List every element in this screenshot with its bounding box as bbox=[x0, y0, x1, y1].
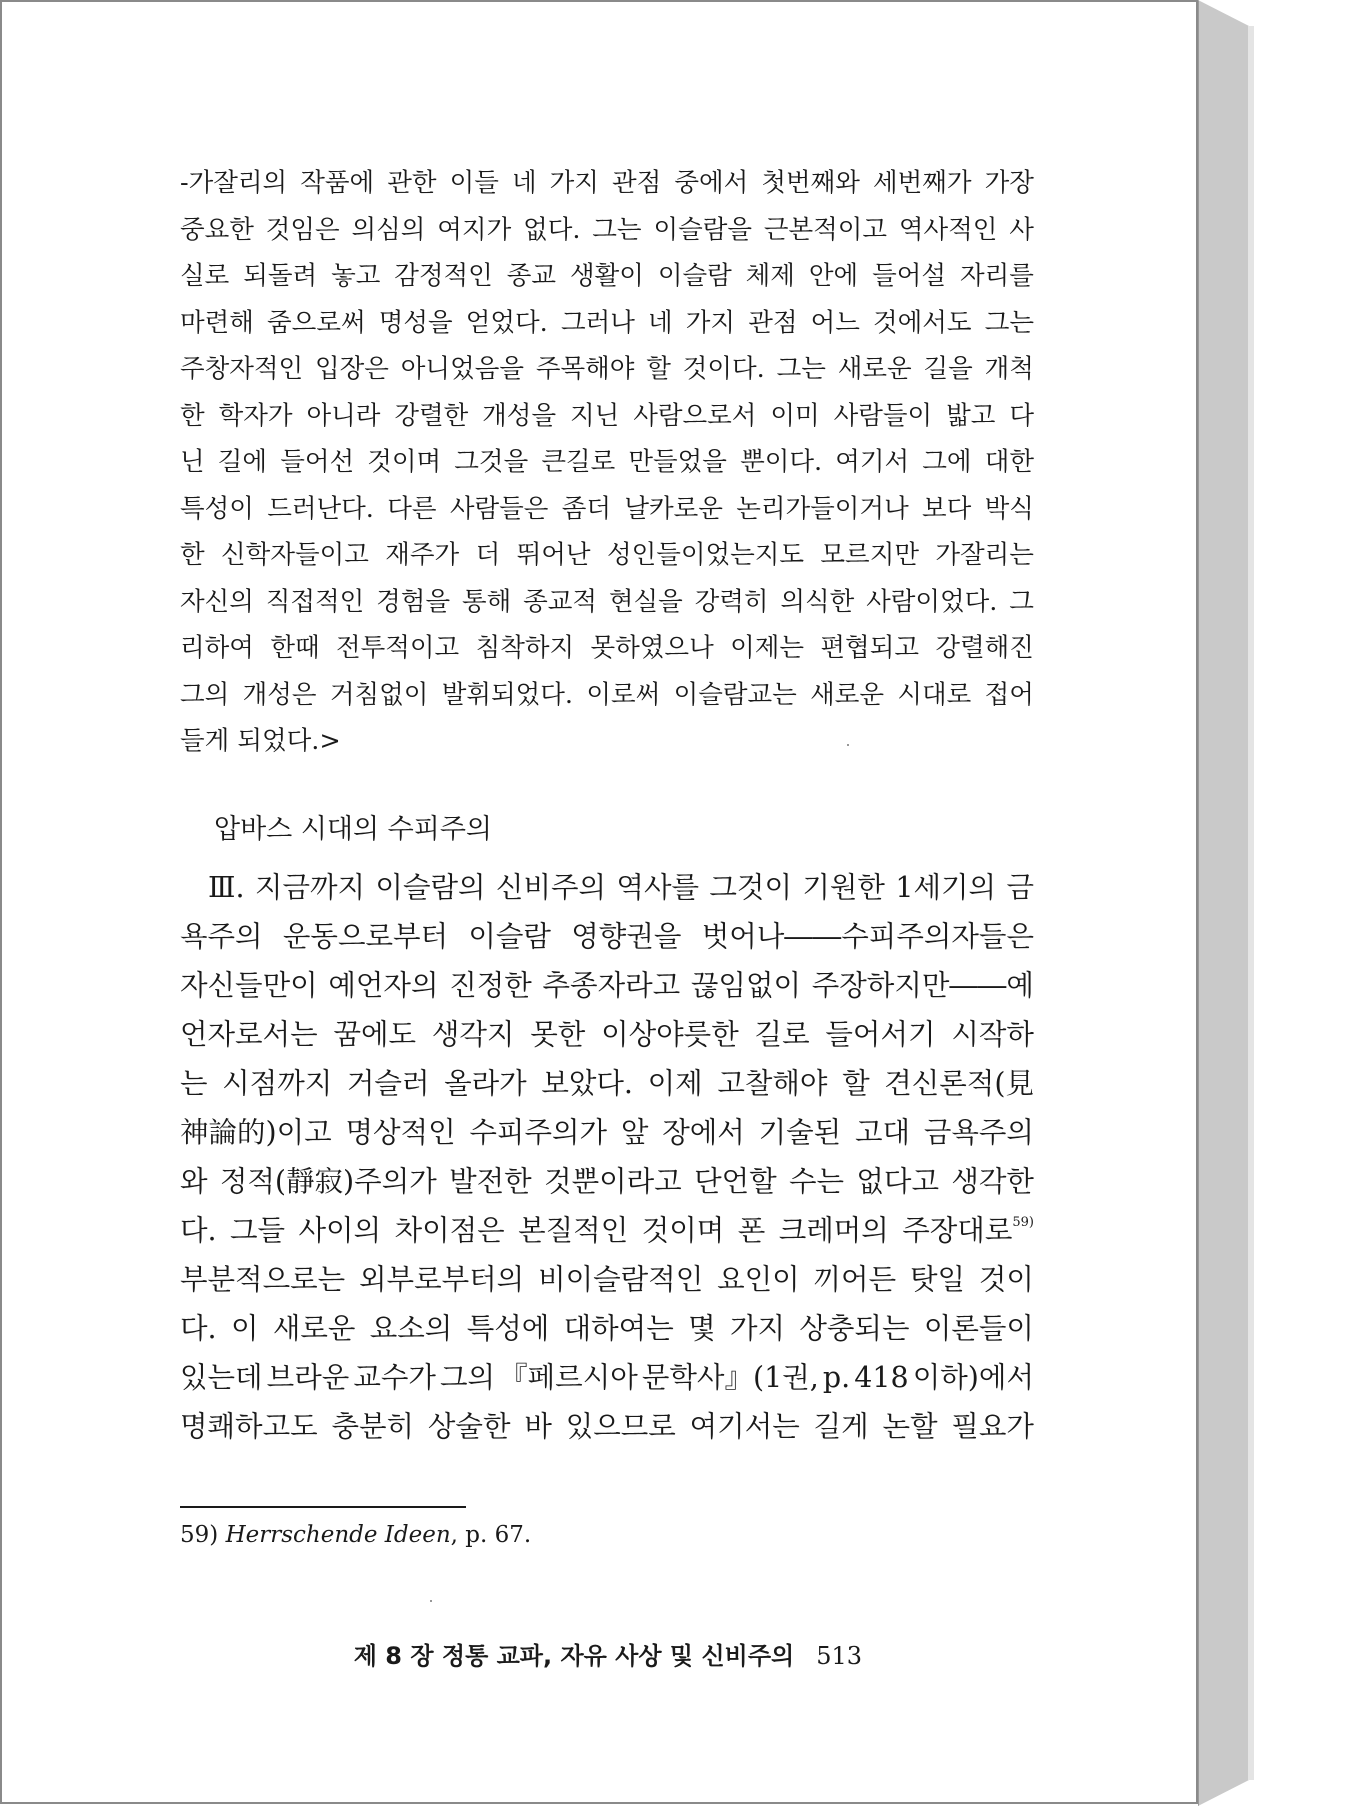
word: 이미 bbox=[770, 400, 820, 431]
section-heading: 압바스 시대의 수피주의 bbox=[214, 814, 492, 845]
word: 브라운 bbox=[266, 1361, 350, 1394]
word: 아니었음을 bbox=[400, 354, 524, 384]
word: 가잘리는 bbox=[935, 540, 1034, 570]
word: 관점 bbox=[612, 168, 662, 198]
word: 단언할 bbox=[694, 1165, 777, 1198]
word: 있으므로 bbox=[565, 1410, 676, 1443]
word: 현실을 bbox=[608, 586, 683, 617]
word: -가잘리의 bbox=[180, 168, 288, 198]
word: 체제 bbox=[745, 261, 795, 291]
word: 할 bbox=[842, 1067, 870, 1100]
word: 첫번째와 bbox=[761, 168, 860, 198]
text-line bbox=[180, 346, 1034, 393]
text-line bbox=[180, 1255, 1034, 1304]
word: 금욕주의 bbox=[923, 1116, 1034, 1149]
word: 비이슬람적인 bbox=[538, 1263, 704, 1296]
word: 개척 bbox=[984, 354, 1034, 384]
word: 것뿐이라고 bbox=[544, 1165, 682, 1198]
word: 자신들만이 bbox=[180, 969, 318, 1002]
text-line bbox=[180, 1059, 1034, 1108]
word: 통해 bbox=[461, 586, 512, 617]
text-line bbox=[180, 672, 1034, 719]
word: 모르지만 bbox=[820, 540, 919, 570]
word: 한 bbox=[180, 540, 205, 570]
word: 들어설 bbox=[872, 261, 947, 291]
text-line bbox=[180, 439, 1034, 486]
word: 지금까지 bbox=[254, 871, 366, 904]
page-number: 513 bbox=[816, 1642, 862, 1670]
text-line bbox=[180, 1353, 1034, 1402]
word: 이제는 bbox=[730, 633, 805, 663]
page-shadow bbox=[1248, 26, 1254, 1780]
footnote-title: Herrschende Ideen bbox=[225, 1522, 451, 1548]
word: 더 bbox=[475, 540, 501, 570]
word: 사 bbox=[1009, 214, 1034, 245]
word: 학자가 bbox=[218, 400, 293, 431]
word: 강렬해진 bbox=[935, 633, 1034, 663]
word: 지닌 bbox=[570, 400, 620, 431]
word: 근본적이고 bbox=[763, 214, 888, 245]
text-line bbox=[180, 1402, 1034, 1451]
word: 신비주의 bbox=[495, 871, 607, 904]
word: 박식 bbox=[984, 493, 1034, 524]
word: 시점까지 bbox=[222, 1067, 333, 1100]
word: 문학사』(1권, bbox=[641, 1361, 819, 1394]
word: 한 bbox=[180, 400, 205, 431]
word: 세번째가 bbox=[872, 168, 972, 198]
word: 그것을 bbox=[454, 447, 529, 477]
word: 이상야릇한 bbox=[601, 1018, 739, 1051]
word: 탓일 bbox=[909, 1263, 966, 1296]
word: 자리를 bbox=[959, 261, 1034, 291]
word: 이슬람교는 bbox=[673, 679, 797, 710]
text-line bbox=[180, 961, 1034, 1010]
word: 이로써 bbox=[586, 679, 661, 710]
word: 벗어나――수피주의자들은 bbox=[701, 920, 1034, 953]
footnote-reference: 59) bbox=[1012, 1215, 1034, 1230]
text-line bbox=[180, 625, 1034, 672]
word: 금 bbox=[1006, 871, 1034, 904]
word: 정적(靜寂)주의가 bbox=[219, 1165, 437, 1198]
word: 거침없이 bbox=[329, 679, 429, 710]
word: 안에 bbox=[808, 261, 859, 291]
word: 그는 bbox=[592, 214, 642, 245]
word: 이슬람 bbox=[657, 261, 732, 291]
word: 의식한 bbox=[780, 586, 855, 617]
word: 와 bbox=[180, 1165, 208, 1198]
word: 종교적 bbox=[523, 586, 597, 617]
word: p. bbox=[822, 1361, 851, 1394]
word: 앞 bbox=[620, 1116, 649, 1149]
word: 다른 bbox=[387, 493, 437, 524]
word: 명성을 bbox=[378, 307, 453, 338]
word: 것에서도 bbox=[873, 307, 972, 338]
word: 보다 bbox=[922, 493, 972, 524]
word: 들어선 bbox=[280, 447, 355, 477]
word: 뿐이다. bbox=[740, 447, 823, 477]
word: 경험을 bbox=[376, 586, 451, 617]
word: 드러난다. bbox=[267, 493, 374, 524]
word: 주창자적인 bbox=[180, 354, 304, 384]
word: 이제 bbox=[647, 1067, 703, 1100]
word: 사람들이 bbox=[833, 400, 933, 431]
word: 발전한 bbox=[449, 1165, 532, 1198]
word: 장에서 bbox=[662, 1116, 745, 1149]
word: 되돌려 bbox=[243, 261, 318, 291]
word: 여기서는 bbox=[689, 1410, 800, 1443]
word: 것임은 bbox=[265, 214, 340, 245]
scan-speck bbox=[430, 1600, 432, 1602]
footnote-divider bbox=[180, 1506, 466, 1508]
word: 상충되는 bbox=[799, 1312, 910, 1345]
word: 기술된 bbox=[758, 1116, 842, 1149]
word: 운동으로부터 bbox=[282, 920, 449, 953]
word: 큰길로 bbox=[541, 447, 616, 477]
word: 이 bbox=[230, 1312, 259, 1345]
footnote-page: , p. 67. bbox=[450, 1522, 532, 1548]
word: 놓고 bbox=[331, 261, 381, 291]
word: 한때 bbox=[270, 633, 320, 663]
word: 주목해야 bbox=[535, 354, 635, 384]
word: 차이점은 bbox=[394, 1214, 505, 1247]
text-line bbox=[180, 253, 1034, 300]
word: 관점 bbox=[748, 307, 798, 338]
word: 생각한 bbox=[951, 1165, 1034, 1198]
word: 고찰해야 bbox=[717, 1067, 828, 1100]
word: Ⅲ. bbox=[208, 871, 245, 904]
word: 끊임없이 bbox=[690, 969, 802, 1002]
word: 명쾌하고도 bbox=[180, 1410, 318, 1443]
text-line-with-footnote bbox=[180, 1206, 1034, 1255]
text-line bbox=[180, 160, 1034, 207]
word: 강렬한 bbox=[394, 400, 469, 431]
word: 것이며 bbox=[367, 447, 442, 477]
paragraph-section-three bbox=[180, 863, 1034, 1451]
text-line bbox=[180, 300, 1034, 347]
word: 진정한 bbox=[449, 969, 532, 1002]
word: 기원한 bbox=[802, 871, 885, 904]
word: 특성에 bbox=[466, 1312, 550, 1345]
word: 몇 bbox=[688, 1312, 716, 1345]
word: 꿈에도 bbox=[333, 1018, 417, 1051]
word: 이론들이 bbox=[923, 1312, 1034, 1345]
footnote-number: 59) bbox=[180, 1522, 219, 1548]
text-line bbox=[180, 393, 1034, 440]
word: 외부로부터의 bbox=[359, 1263, 525, 1296]
word: 사람으로서 bbox=[633, 400, 757, 431]
word: 재주가 bbox=[385, 540, 460, 570]
text-line bbox=[180, 1010, 1034, 1059]
word: 크레머의 bbox=[778, 1214, 889, 1247]
word: 신학자들이고 bbox=[221, 540, 369, 570]
text-line bbox=[180, 207, 1034, 254]
word: 전투적이고 bbox=[336, 633, 460, 663]
word: 그들 bbox=[230, 1214, 286, 1247]
word: 새로운 bbox=[810, 679, 885, 710]
word: 이슬람의 bbox=[375, 871, 486, 904]
word: 생활이 bbox=[569, 261, 644, 291]
word: 못한 bbox=[530, 1018, 586, 1051]
word: 길을 bbox=[923, 354, 973, 384]
word: 는 bbox=[180, 1067, 208, 1100]
word: 충분히 bbox=[331, 1410, 415, 1443]
word: 생각지 bbox=[431, 1018, 515, 1051]
word: 다. bbox=[180, 1312, 217, 1345]
word: 그러나 bbox=[560, 307, 635, 338]
word: 그는 bbox=[776, 354, 826, 384]
word: 것이다. bbox=[682, 354, 765, 384]
word: 날카로운 bbox=[624, 493, 723, 524]
word: 줌으로써 bbox=[267, 307, 366, 338]
word: 『페르시아 bbox=[499, 1361, 638, 1394]
scan-speck bbox=[847, 744, 849, 746]
word: 부분적으로는 bbox=[180, 1263, 346, 1296]
word: 이하)에서 bbox=[912, 1361, 1034, 1394]
text-line bbox=[180, 579, 1034, 626]
word: 것이며 bbox=[641, 1214, 725, 1247]
word: 들어서기 bbox=[825, 1018, 936, 1051]
word: 다. bbox=[180, 1214, 217, 1247]
word: 길에 bbox=[217, 447, 268, 477]
word: 이슬람을 bbox=[653, 214, 752, 245]
word: 명상적인 bbox=[345, 1116, 456, 1149]
word: 있는데 bbox=[180, 1361, 263, 1394]
word: 그것이 bbox=[709, 871, 792, 904]
word: 이들 bbox=[449, 168, 499, 198]
word: 발휘되었다. bbox=[441, 679, 574, 710]
word: 고대 bbox=[854, 1116, 911, 1149]
word: 수피주의가 bbox=[469, 1116, 608, 1149]
word: 의심의 bbox=[351, 214, 426, 245]
text-line bbox=[180, 486, 1034, 533]
word: 보았다. bbox=[541, 1067, 633, 1100]
page-edge bbox=[1198, 0, 1249, 1806]
word: 작품에 bbox=[300, 168, 375, 198]
word: 실로 bbox=[180, 261, 230, 291]
word: 끼어든 bbox=[813, 1263, 897, 1296]
word: 없다. bbox=[523, 214, 581, 245]
word: 역사를 bbox=[616, 871, 700, 904]
paragraph-continued bbox=[180, 160, 1034, 765]
word: 올라가 bbox=[444, 1067, 527, 1100]
text-line bbox=[180, 1108, 1034, 1157]
word: 대한 bbox=[984, 447, 1034, 477]
word: 개성을 bbox=[482, 400, 557, 431]
word: 예언자의 bbox=[328, 969, 439, 1002]
word: 어느 bbox=[810, 307, 860, 338]
word: 얻었다. bbox=[465, 307, 548, 338]
word: 입장은 bbox=[315, 354, 389, 384]
text-line bbox=[180, 532, 1034, 579]
word: 새로운 bbox=[837, 354, 912, 384]
text-line bbox=[180, 1304, 1034, 1353]
text-line bbox=[180, 863, 1034, 912]
running-title: 제 8 장 정통 교파, 자유 사상 및 신비주의 bbox=[353, 1642, 795, 1670]
word: 그 bbox=[1009, 586, 1034, 617]
word: 네 bbox=[647, 307, 673, 338]
word: 리하여 bbox=[180, 633, 254, 663]
word: 욕주의 bbox=[180, 920, 263, 953]
word: 바 bbox=[524, 1410, 552, 1443]
word: 종교 bbox=[506, 261, 557, 291]
text-line bbox=[180, 912, 1034, 961]
word: 특성이 bbox=[180, 493, 254, 524]
word: 요인이 bbox=[717, 1263, 800, 1296]
word: 이슬람 bbox=[468, 920, 551, 953]
running-footer bbox=[354, 1636, 862, 1671]
word: 그에 bbox=[922, 447, 972, 477]
word: 만들었을 bbox=[628, 447, 727, 477]
word: 여지가 bbox=[437, 214, 512, 245]
word: 개성은 bbox=[242, 679, 317, 710]
word: 편협되고 bbox=[820, 633, 919, 663]
word: 상술한 bbox=[427, 1410, 511, 1443]
word: 418 bbox=[854, 1361, 909, 1394]
word: 관한 bbox=[387, 168, 437, 198]
word: 교수가 bbox=[353, 1361, 436, 1394]
word: 못하였으나 bbox=[590, 633, 714, 663]
word: 논리가들이거나 bbox=[736, 493, 909, 524]
word: 그는 bbox=[984, 307, 1034, 338]
word: 그의 bbox=[180, 679, 230, 710]
word: 가지 bbox=[549, 168, 599, 198]
word: 침착하지 bbox=[475, 633, 575, 663]
word: 새로운 bbox=[272, 1312, 356, 1345]
word: 거슬러 bbox=[346, 1067, 430, 1100]
text-line: 들게 되었다.> bbox=[180, 726, 341, 756]
word: 대하여는 bbox=[563, 1312, 674, 1345]
word: 수는 bbox=[789, 1165, 845, 1198]
word: 神論的)이고 bbox=[180, 1116, 332, 1149]
word: 다 bbox=[1009, 400, 1034, 431]
word: 중요한 bbox=[180, 214, 254, 245]
word: 네 bbox=[511, 168, 537, 198]
word: 견신론적(見 bbox=[884, 1067, 1034, 1100]
word: 필요가 bbox=[951, 1410, 1034, 1443]
word: 접어 bbox=[984, 679, 1034, 710]
word: 직접적인 bbox=[265, 586, 365, 617]
word: 것이 bbox=[978, 1263, 1034, 1296]
word: 자신의 bbox=[180, 586, 254, 617]
word: 영향권을 bbox=[571, 920, 682, 953]
word: 시대로 bbox=[897, 679, 972, 710]
word: 성인들이었는지도 bbox=[606, 540, 805, 570]
word: 없다고 bbox=[856, 1165, 939, 1198]
word: 아니라 bbox=[306, 400, 381, 431]
text-line bbox=[180, 1157, 1034, 1206]
word: 좀더 bbox=[561, 493, 612, 524]
word: 가지 bbox=[729, 1312, 786, 1345]
word: 논할 bbox=[882, 1410, 938, 1443]
word: 가지 bbox=[685, 307, 736, 338]
word: 길게 bbox=[813, 1410, 869, 1443]
word: 길로 bbox=[754, 1018, 810, 1051]
word: 닌 bbox=[180, 447, 205, 477]
word: 요소의 bbox=[369, 1312, 453, 1345]
word: 사이의 bbox=[298, 1214, 382, 1247]
word: 언자로서는 bbox=[180, 1018, 318, 1051]
word: 주장대로$^{59)}$ bbox=[902, 1214, 1034, 1247]
word: 감정적인 bbox=[394, 261, 493, 291]
word: 마련해 bbox=[180, 307, 254, 338]
word: 주장하지만――예 bbox=[811, 969, 1034, 1002]
word: 강력히 bbox=[694, 586, 769, 617]
word: 중에서 bbox=[674, 168, 749, 198]
word: 1세기의 bbox=[895, 871, 997, 904]
word: 뛰어난 bbox=[516, 540, 591, 570]
word: 사람들은 bbox=[449, 493, 549, 524]
word: 추종자라고 bbox=[542, 969, 681, 1002]
word: 사람이었다. bbox=[866, 586, 998, 617]
word: 가장 bbox=[984, 168, 1034, 198]
word: 시작하 bbox=[951, 1018, 1034, 1051]
word: 본질적인 bbox=[518, 1214, 629, 1247]
word: 여기서 bbox=[835, 447, 910, 477]
word: 역사적인 bbox=[898, 214, 998, 245]
word: 그의 bbox=[440, 1361, 496, 1394]
footnote bbox=[180, 1522, 531, 1548]
word: 밟고 bbox=[946, 400, 996, 431]
word: 폰 bbox=[737, 1214, 766, 1247]
word: 할 bbox=[646, 354, 671, 384]
